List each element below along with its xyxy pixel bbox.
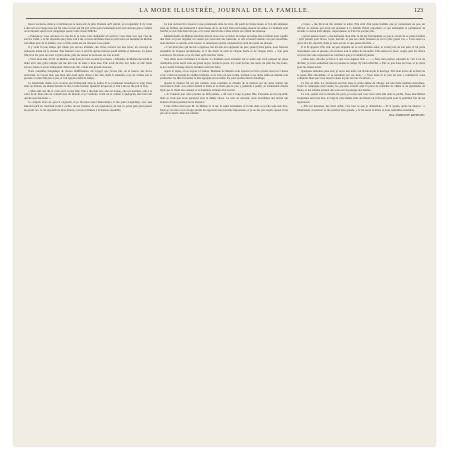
- text-column-1: [24, 23, 152, 441]
- paragraph: fresca nocturna, mais je n'oubliais pas le beau soir de juin. Pendant qu'il parlait, je le regardais; il n'y avait à dire sur son visage rien qui fût triste ni rien qui fût gai; il me parut seulement qu'il était devenu grave comme on le devient après avoir longtemps pensé à une chose difficile.: [24, 23, 152, 34]
- paragraph: Quelques semaines plus tard, je reçus une lettre qui m'annonçait le mariage. Elle était écrite de la main de la jeune fille elle-même, et se terminait par ces mots : « Vous étiez là le jour où tout a commencé; nous comptons bien que vous serez là aussi le jour où tout s'achèvera. »: [297, 68, 425, 81]
- author-signature: Mme EMMELINE RAYMOND.: [388, 113, 425, 118]
- paragraph: Nous causâmes longtemps de choses indifférentes, du voyage que j'avais fait, de la saison, des livres nouveaux. Je voyais bien que mon ami avait autre chose à me dire, mais il attendait, et je ne voulus pas le presser. La nuit vint peu à peu, et l'on apporta enfin la lampe.: [24, 68, 152, 81]
- paragraph: « Mon père, dit-elle, je ferai ce que vous jugerez bon. » — « Non, mon enfant, répondit-il, c'est à toi de décider; je veux seulement que tu prennes le temps d'y bien réfléchir. » Elle se jeta dans ses bras, et je sortis pour les laisser seuls.: [297, 57, 425, 69]
- paragraph: « Qu'en pensez-vous? » me demanda mon ami. Je lui dis franchement ce que je savais de ce jeune homme : qu'il passait pour brave, loyal, instruit, et que ses chefs faisaient de lui le plus grand cas. « C'est aussi ce qu'on m'a dit, reprit-il; mais je veux savoir ce que pense ma fille. »: [297, 33, 425, 46]
- paragraph: J'y fus, en effet. La cérémonie eut lieu dans la petite église du village, par une belle matinée d'automne. Toute la campagne était venue; les paysans avaient orné la porte de branches de chêne et de guirlandes de fleurs, et les enfants jetaient des roses sur le passage des mariés.: [297, 80, 425, 92]
- paragraph: Il la fit appeler. Elle vint, un peu inquiète de se voir mandée ainsi, et s'assit près de son père. Il lui parla doucement, sans la presser, et lui laissa tout le temps de répondre. Elle baissa les yeux, rougit, puis les releva vers lui avec une expression de confiance que je n'oublierai jamais.: [297, 45, 425, 57]
- paragraph: « Voici mon ami, dit M. de Mellan, celui dont je vous ai parlé si souvent. » Madame de Mellan me tendit la main avec une grâce simple qui me mit tout de suite à mon aise. Elle avait dû être fort belle, et elle l'était encore; mais ce qu'on remarquait d'abord en elle, c'était une grande douceur.: [24, 57, 152, 69]
- paragraph: Vers midi, nous arrivâmes à la ferme. La fermière nous attendait sur le seuil; elle avait préparé un repas champêtre qu'on servit sous un grand noyer, devant la porte. Il y avait du lait, des œufs, du pain bis, des fruits, et un certain fromage dont la fermière était très fière.: [160, 57, 288, 69]
- paragraph: « Mon ami, me dit-il, vous avez vu ma fille. Elle a dix-huit ans; elle est bonne, elle est instruite, elle a le cœur droit; mais elle ne connaît rien du monde, et je voudrais, avant de la confier à quelqu'un, être bien sûr qu'elle sera heureuse. »: [24, 88, 152, 100]
- paragraph: « Je voudrais que cette journée ne finît jamais, » dit tout à coup la jeune fille. Personne ne lui répondit; mais je crois que nous pensions tous la même chose. Le soir, en rentrant, nous trouvâmes des lettres qui étaient arrivées pendant notre absence.: [160, 92, 288, 104]
- newspaper-page: [14, 4, 435, 446]
- paragraph: Le lendemain matin, je le trouvai qui m'attendait dans le jardin. Il se promenait lentement le long d'une allée de tilleuls, les mains derrière le dos, la tête baissée. Quand il m'aperçut, il vint à moi et me prit le bras.: [24, 80, 152, 89]
- paragraph: « Lisez, » me dit-il en me tendant la lettre. Elle était d'un jeune homme que je connaissais un peu, un officier de marine qui avait été présenté à la famille l'hiver précédent, et qui demandait la permission de revenir. La lettre était simple, respectueuse, et d'un ton qui me plut.: [297, 23, 425, 34]
- paragraph: Le soir, quand tout le monde fut parti, je restai seul avec mon vieil ami dans le jardin. Nous marchâmes longtemps sans rien dire, le long de cette même allée de tilleuls où il m'avait parlé pour la première fois de ses espérances.: [297, 92, 425, 104]
- header-rule: [26, 18, 423, 19]
- paragraph: Le jour suivant fut consacré à une promenade dans les bois. On partit de bonne heure, et l'on alla déjeuner chez un fermier qui demeurait à deux lieues de là, au bord d'un petit étang entouré de saules. La matinée était fraîche, le ciel d'un bleu très pur, et la route suivait une vallée étroite où coulait un ruisseau.: [160, 23, 288, 34]
- paragraph: « Puisque je vous retrouve ici, me dit-il, je veux vous demander un service; vous allez voir que c'est un service d'ami. » Je lui répondis que j'étais tout à lui, et nous entrâmes dans le petit salon où madame de Mellan travaillait près de la fenêtre, avec sa fille assise sur un tabouret à ses pieds.: [24, 33, 152, 46]
- journal-title: LA MODE ILLUSTRÉE, JOURNAL DE LA FAMILLE.: [139, 8, 310, 14]
- paragraph: Il y avait là une lampe qui n'était pas encore allumée, des livres ouverts sur une table, un ouvrage de tapisserie laissé sur le dossier d'un fauteuil, tout ce qui fait qu'une maison paraît habitée et heureuse. La jeune fille leva les yeux en nous voyant entrer, puis les baissa de nouveau sur son travail.: [24, 45, 152, 57]
- text-column-3: [297, 23, 425, 441]
- paragraph: Après le repas, on se reposa à l'ombre. Madame de Mellan avait apporté un livre qu'elle nous lut à haute voix; c'était un recueil de vieilles ballades, et sa voix, un peu voilée, donnait à ces récits naïfs un charme tout particulier. Sa fille l'écoutait, la tête appuyée sur sa main, les yeux perdus dans le feuillage.: [160, 68, 288, 81]
- page-number: 123: [414, 8, 423, 14]
- paragraph: Quand la chaleur fut un peu tombée, nous reprîmes le chemin de la maison par un autre sentier qui traversait la forêt. Les arbres étaient si hauts et si serrés que le jour y pénétrait à peine; on n'entendait d'autre bruit que le chant des oiseaux et le murmure lointain d'un torrent.: [160, 80, 288, 92]
- paragraph: « Elle est heureuse, me dit-il enfin; c'est tout ce que je demandais. » Et il ajouta, après un silence : « Maintenant, la maison va me paraître bien grande. » Je lui serrai la main, et nous rentrâmes ensemble.: [297, 103, 425, 112]
- paragraph: L'une d'elles était pour M. de Mellan; il la lut, la replia lentement, et la mit dans sa poche sans rien dire. Mais je vis bien à son visage qu'elle lui apportait une nouvelle importante, et je ne fus pas surpris quand il me pria de le suivre dans son cabinet.: [160, 103, 288, 116]
- paragraph: Je compris alors de quoi il s'agissait, et je l'écoutai sans l'interrompre. Il me parla longtemps, avec une émotion qu'il ne cherchait point à cacher, de ses craintes, de ses espérances, de tout ce qu'un père peut penser en pareil cas. Je lui répondis de mon mieux, et nous revînmes à la maison ensemble.: [24, 100, 152, 112]
- text-column-2: [160, 23, 288, 441]
- paragraph: « C'est mon père qui me les a apprises, me dit-elle en rougissant un peu; quand j'étais petite, nous faisions ensemble de longues promenades, et il me disait le nom de chaque herbe et de chaque arbre. » Son père souriait en l'écoutant, et je vis bien qu'il était fier d'elle.: [160, 45, 288, 57]
- paragraph: Mademoiselle de Mellan marchait devant nous avec sa mère; de temps en temps elle s'arrêtait pour cueillir une fleur ou pour regarder un oiseau qui s'envolait des buissons, et elle revenait ensuite, un peu essoufflée, nous montrer ce qu'elle avait trouvé. Je remarquai qu'elle connaissait le nom de toutes les plantes.: [160, 33, 288, 46]
